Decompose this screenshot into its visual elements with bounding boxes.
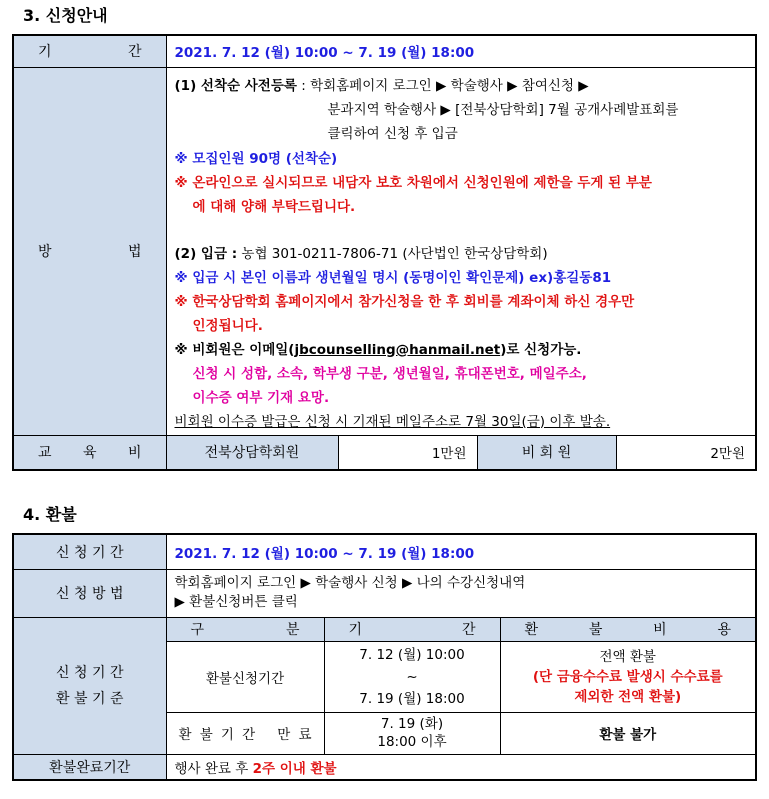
section-3-heading: 3. 신청안내 (23, 6, 108, 25)
refund-method-label: 신 청 방 법 (13, 569, 166, 617)
row2-period: 7. 19 (화) 18:00 이후 (324, 712, 500, 754)
period-value: 2021. 7. 12 (월) 10:00 ~ 7. 19 (월) 18:00 (166, 35, 756, 67)
email-link[interactable]: jbcounselling@hanmail.net (294, 341, 501, 358)
application-info-table (12, 34, 757, 471)
period-label: 기 간 (13, 35, 166, 67)
refund-method-value: 학회홈페이지 로그인 ▶ 학술행사 신청 ▶ 나의 수강신청내역 ▶ 환불신청버튼 클릭 (166, 569, 756, 617)
row1-type: 환불신청기간 (166, 641, 324, 712)
refund-criteria-label: 신 청 기 간 환 불 기 준 (13, 617, 166, 754)
fee-nonmember-label: 비 회 원 (477, 435, 616, 470)
row1-period: 7. 12 (월) 10:00 ~ 7. 19 (월) 18:00 (324, 641, 500, 712)
refund-period-value: 2021. 7. 12 (월) 10:00 ~ 7. 19 (월) 18:00 (166, 534, 756, 569)
row2-type: 환 불 기 간 만 료 (166, 712, 324, 754)
col-header-period: 기 간 (324, 617, 500, 641)
method-content: (1) 선착순 사전등록 : 학회홈페이지 로그인 ▶ 학술행사 ▶ 참여신청 ▶ 분과지역 학술행사 ▶ [전북상담학회] 7월 공개사례발표회를 클릭하여 신청 후 입금 ※ 모집인원 90명 (선착순) ※ 온라인으로 실시되므로 내담자 보호 차원에서 신청인원에 제한을 두게 된 부분 에 대해 양해 부탁드립니다. (2) 입금 : 농협 301-0211-7806-71 (사단법인 한국상담학회) ※ 입금 시 본인 이름과 생년월일 명시 (동명이인 확인문제) ex)홍길동81 ※ 한국상담학회 홈페이지에서 참가신청을 한 후 회비를 계좌이체 하신 경우만 인정됩니다. ※ 비회원은 이메일(jbcounselling@hanmail.net)로 신청가능. 신청 시 성함, 소속, 학부생 구분, 생년월일, 휴대폰번호, 메일주소, 이수증 여부 기재 요망. 비회원 이수증 발급은 신청 시 기재된 메일주소로 7월 30일(금) 이후 발송. (166, 67, 756, 435)
fee-label: 교 육 비 (13, 435, 166, 470)
fee-member-value: 1만원 (338, 435, 477, 470)
fee-nonmember-value: 2만원 (616, 435, 756, 470)
col-header-fee: 환 불 비 용 (500, 617, 756, 641)
fee-member-label: 전북상담학회원 (166, 435, 338, 470)
section-4-heading: 4. 환불 (23, 505, 77, 524)
refund-table (12, 533, 757, 781)
refund-complete-label: 환불완료기간 (13, 754, 166, 780)
col-header-type: 구 분 (166, 617, 324, 641)
row1-fee: 전액 환불 (단 금융수수료 발생시 수수료를 제외한 전액 환불) (500, 641, 756, 712)
row2-fee: 환불 불가 (500, 712, 756, 754)
refund-complete-value: 행사 완료 후 2주 이내 환불 (166, 754, 756, 780)
refund-period-label: 신 청 기 간 (13, 534, 166, 569)
method-label: 방 법 (13, 67, 166, 435)
